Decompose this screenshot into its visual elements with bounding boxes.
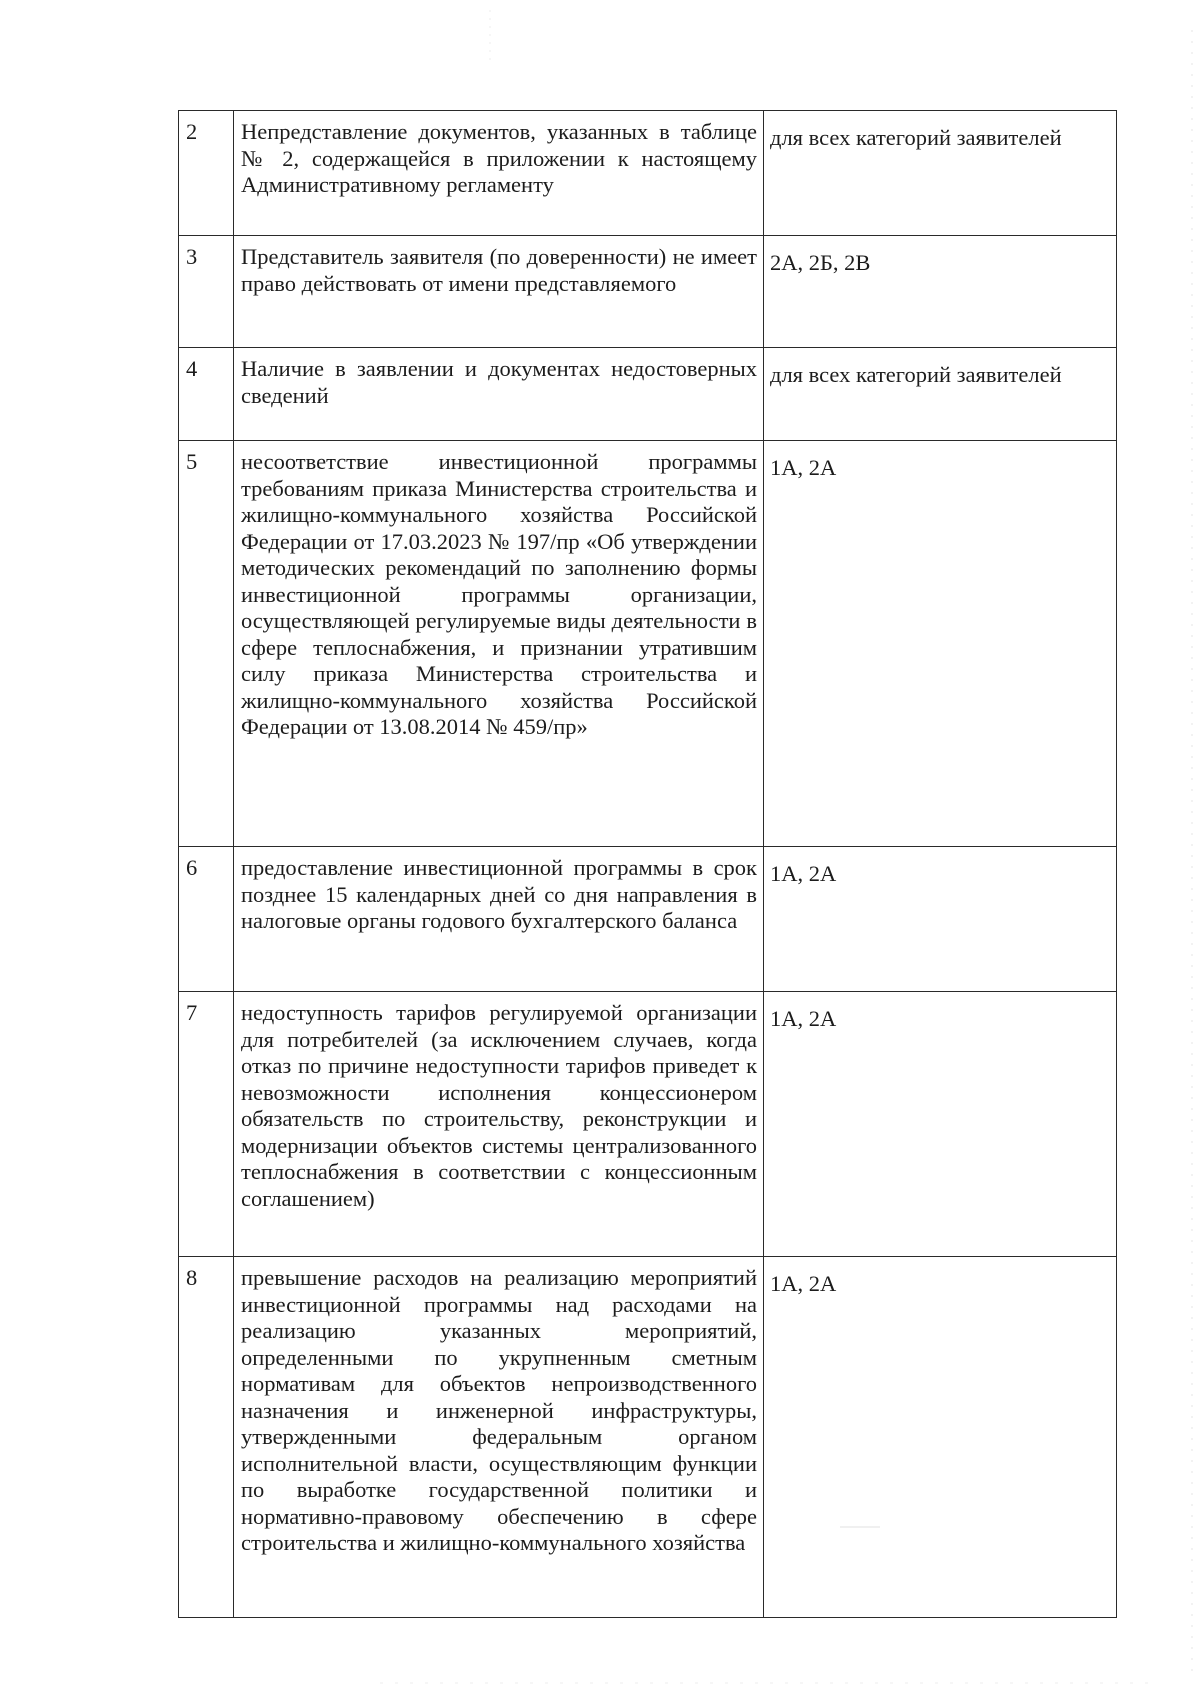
- table-row: [179, 992, 1117, 1257]
- refusal-reason: предоставление инвестиционной программы в срок позднее 15 календарных дней со дня направления в налоговые органы годового бухгалтерского баланса: [234, 847, 764, 992]
- row-number: 5: [179, 441, 234, 847]
- table-row: [179, 111, 1117, 236]
- row-number: 2: [179, 111, 234, 236]
- applicant-categories: 1А, 2А: [764, 1257, 1117, 1618]
- applicant-categories: 1А, 2А: [764, 847, 1117, 992]
- applicant-categories: 1А, 2А: [764, 992, 1117, 1257]
- applicant-categories: 1А, 2А: [764, 441, 1117, 847]
- refusal-reason: Наличие в заявлении и документах недостоверных сведений: [234, 348, 764, 441]
- applicant-categories: для всех категорий заявителей: [764, 348, 1117, 441]
- refusal-reason: несоответствие инвестиционной программы требованиям приказа Министерства строительства и жилищно-коммунального хозяйства Российской Федерации от 17.03.2023 № 197/пр «Об утверждении методических рекомендаций по заполнению формы инвестиционной программы организации, осуществляющей регулируемые виды деятельности в сфере теплоснабжения, и признании утратившим силу приказа Министерства строительства и жилищно-коммунального хозяйства Российской Федерации от 13.08.2014 № 459/пр»: [234, 441, 764, 847]
- row-number: 6: [179, 847, 234, 992]
- table-row: [179, 1257, 1117, 1618]
- refusal-reason: Непредставление документов, указанных в таблице № 2, содержащейся в приложении к настоящему Административному регламенту: [234, 111, 764, 236]
- row-number: 8: [179, 1257, 234, 1618]
- refusal-reason: недоступность тарифов регулируемой организации для потребителей (за исключением случаев, когда отказ по причине недоступности тарифов приведет к невозможности исполнения концессионером обязательств по строительству, реконструкции и модернизации объектов системы централизованного теплоснабжения в соответствии с концессионным соглашением): [234, 992, 764, 1257]
- table-row: [179, 348, 1117, 441]
- table-row: [179, 847, 1117, 992]
- refusal-grounds-table: [178, 110, 1117, 1618]
- table-row: [179, 236, 1117, 348]
- applicant-categories: 2А, 2Б, 2В: [764, 236, 1117, 348]
- row-number: 4: [179, 348, 234, 441]
- applicant-categories: для всех категорий заявителей: [764, 111, 1117, 236]
- refusal-reason: превышение расходов на реализацию мероприятий инвестиционной программы над расходами на реализацию указанных мероприятий, определенными по укрупненным сметным нормативам для объектов непроизводственного назначения и инженерной инфраструктуры, утвержденными федеральным органом исполнительной власти, осуществляющим функции по выработке государственной политики и нормативно-правовому обеспечению в сфере строительства и жилищно-коммунального хозяйства: [234, 1257, 764, 1618]
- row-number: 7: [179, 992, 234, 1257]
- row-number: 3: [179, 236, 234, 348]
- refusal-reason: Представитель заявителя (по доверенности) не имеет право действовать от имени представляемого: [234, 236, 764, 348]
- table-row: [179, 441, 1117, 847]
